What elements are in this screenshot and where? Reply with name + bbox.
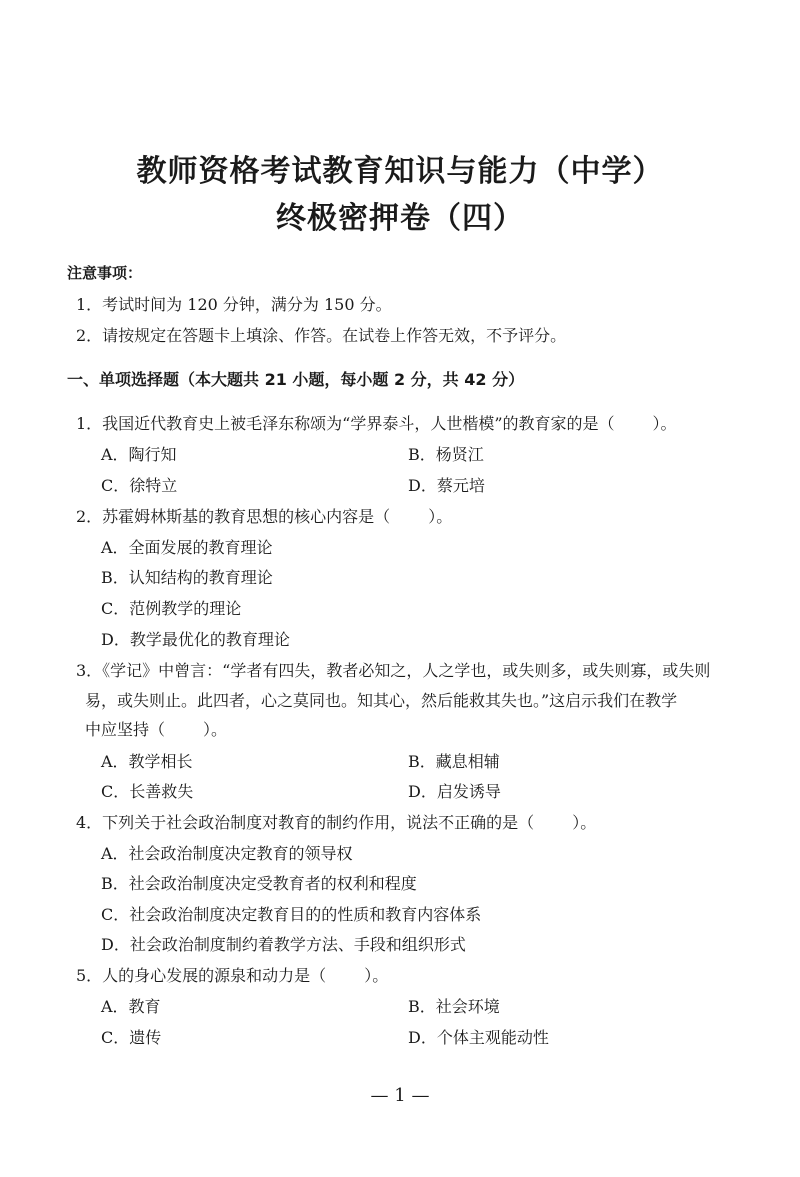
option-b: B．杨贤江 [408, 445, 484, 464]
question-stem: 2．苏霍姆林斯基的教育思想的核心内容是（ ）。 [76, 507, 453, 526]
section-heading: 一、单项选择题（本大题共 21 小题，每小题 2 分，共 42 分） [67, 370, 525, 389]
option-c: C．社会政治制度决定教育目的的性质和教育内容体系 [101, 905, 482, 924]
option-a: A．教育 [101, 997, 161, 1016]
notice-heading: 注意事项： [67, 264, 143, 282]
option-c: C．遗传 [101, 1028, 162, 1047]
option-b: B．认知结构的教育理论 [101, 568, 273, 587]
option-b: B．社会环境 [408, 997, 500, 1016]
exam-title: 教师资格考试教育知识与能力（中学） [136, 154, 664, 189]
option-a: A．社会政治制度决定教育的领导权 [101, 844, 353, 863]
question-stem: 4．下列关于社会政治制度对教育的制约作用，说法不正确的是（ ）。 [76, 813, 597, 832]
option-b: B．藏息相辅 [408, 752, 500, 771]
option-c: C．长善救失 [101, 782, 194, 801]
question-stem: 5．人的身心发展的源泉和动力是（ ）。 [76, 966, 389, 985]
option-c: C．范例教学的理论 [101, 599, 242, 618]
option-d: D．社会政治制度制约着教学方法、手段和组织形式 [101, 935, 466, 954]
option-d: D．蔡元培 [408, 476, 485, 495]
notice-item: 1．考试时间为 120 分钟，满分为 150 分。 [76, 295, 392, 314]
option-d: D．启发诱导 [408, 782, 501, 801]
option-c: C．徐特立 [101, 476, 178, 495]
option-d: D．个体主观能动性 [408, 1028, 549, 1047]
option-a: A．全面发展的教育理论 [101, 538, 273, 557]
question-stem: 3．《学记》中曾言：“学者有四失，教者必知之，人之学也，或失则多，或失则寡，或失则 [76, 661, 711, 680]
question-stem-continued: 易，或失则止。此四者，心之莫同也。知其心，然后能救其失也。”这启示我们在教学 [85, 691, 678, 710]
option-a: A．教学相长 [101, 752, 193, 771]
option-d: D．教学最优化的教育理论 [101, 630, 290, 649]
notice-item: 2．请按规定在答题卡上填涂、作答。在试卷上作答无效，不予评分。 [76, 326, 567, 345]
option-a: A．陶行知 [101, 445, 177, 464]
question-stem: 1．我国近代教育史上被毛泽东称颂为“学界泰斗，人世楷模”的教育家的是（ ）。 [76, 414, 677, 433]
page-number: — 1 — [370, 1085, 430, 1106]
option-b: B．社会政治制度决定受教育者的权利和程度 [101, 874, 417, 893]
exam-subtitle: 终极密押卷（四） [276, 201, 524, 236]
question-stem-continued: 中应坚持（ ）。 [85, 720, 228, 739]
